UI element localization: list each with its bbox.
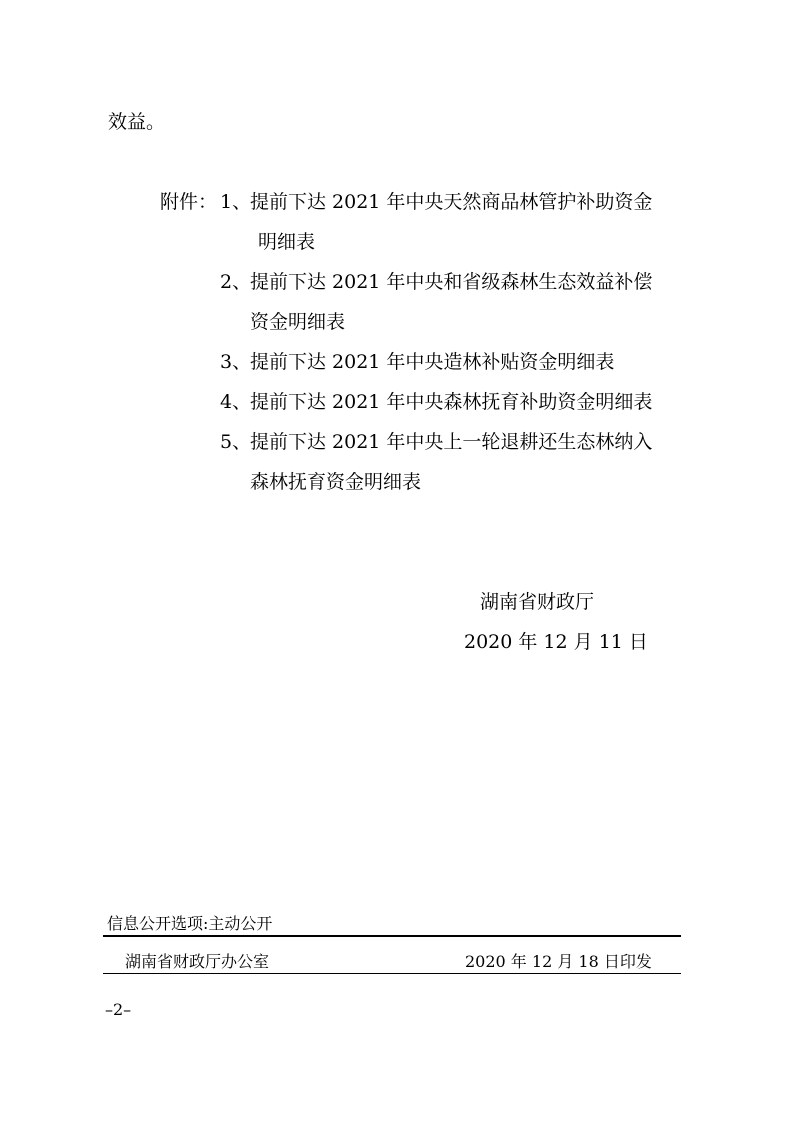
attachment-5-title-cont: 森林抚育资金明细表 [250, 471, 422, 493]
attachment-3-number: 3、 [220, 351, 252, 373]
issuing-office: 湖南省财政厅办公室 [125, 952, 270, 971]
attachment-2-number: 2、 [220, 271, 252, 293]
attachment-1-number: 1、 [220, 191, 252, 213]
footer-top-rule [103, 935, 681, 937]
disclosure-option: 信息公开选项:主动公开 [107, 914, 273, 933]
attachment-4-number: 4、 [220, 391, 252, 413]
print-date: 2020 年 12 月 18 日印发 [465, 952, 652, 971]
attachment-2-title-cont: 资金明细表 [250, 311, 346, 333]
attachment-2-title: 提前下达 2021 年中央和省级森林生态效益补偿 [250, 271, 653, 293]
attachment-3-title: 提前下达 2021 年中央造林补贴资金明细表 [250, 351, 615, 373]
signature-date: 2020 年 12 月 11 日 [464, 631, 648, 653]
attachment-1-title: 提前下达 2021 年中央天然商品林管护补助资金 [250, 191, 653, 213]
signature-issuer: 湖南省财政厅 [480, 591, 595, 613]
attachments-label: 附件： [160, 191, 218, 213]
page-number: –2– [105, 1000, 132, 1019]
attachment-4-title: 提前下达 2021 年中央森林抚育补助资金明细表 [250, 391, 653, 413]
attachment-5-title: 提前下达 2021 年中央上一轮退耕还生态林纳入 [250, 431, 653, 453]
attachment-5-number: 5、 [220, 431, 252, 453]
attachment-1-title-cont: 明细表 [258, 231, 316, 253]
footer-bottom-rule [103, 973, 681, 974]
body-continuation: 效益。 [108, 111, 166, 133]
